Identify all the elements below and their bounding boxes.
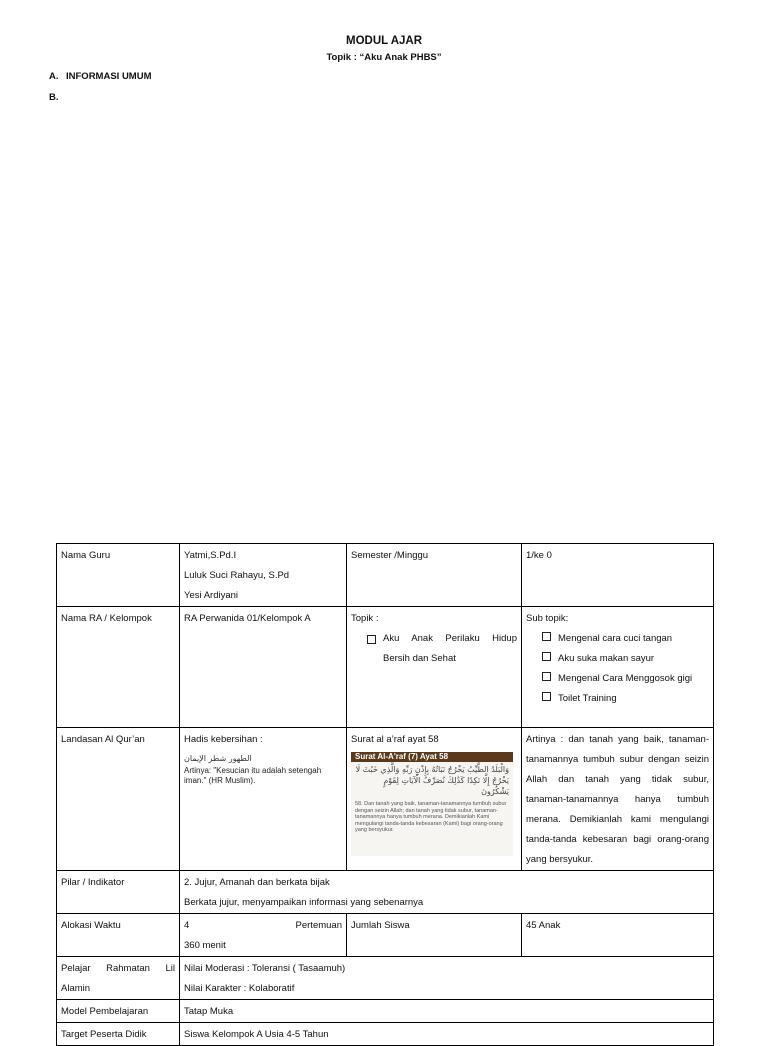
- document-title: MODUL AJAR: [345, 35, 423, 47]
- cell-model-value: [180, 1000, 714, 1023]
- value-text: Tatap Muka: [184, 1006, 234, 1017]
- surah-image-arabic: وَالْبَلَدُ الطَّيِّبُ يَخْرُجُ نَبَاتُهُ بِإِذْنِ رَبِّهِ وَالَّذِي خَبُثَ لَا يَخْرُجُ إِلَّا نَكِدًا كَذَٰلِكَ نُصَرِّفُ الْآيَاتِ لِقَوْمٍ يَشْكُرُونَ: [355, 765, 509, 796]
- table-row-ra: [57, 607, 714, 728]
- checkbox-icon: [542, 632, 551, 641]
- surah-image: [351, 752, 513, 856]
- surah-image-translation: 58. Dan tanah yang baik, tanaman-tanamannya tumbuh subur dengan seizin Allah; dan tanah yang tidak subur, tanaman-tanamannya hanya tumbuh merana. Demikianlah Kami mengulangi tanda-tanda kebesaran (Kami) bagi orang-orang yang bersyukur.: [355, 801, 507, 833]
- checkbox-icon: [367, 635, 376, 644]
- meeting-unit: Pertemuan: [295, 920, 342, 931]
- section-label: B.: [49, 92, 59, 103]
- topik-checkbox-item: [351, 629, 517, 669]
- cell-label-alokasi: [57, 914, 180, 957]
- label-text: Jumlah Siswa: [351, 920, 410, 931]
- section-label: A.: [49, 71, 59, 82]
- info-table: [56, 543, 714, 1046]
- cell-target-value: [180, 1023, 714, 1046]
- cell-subtopik: [522, 607, 714, 728]
- cell-label-model: [57, 1000, 180, 1023]
- value-text: RA Perwanida 01/Kelompok A: [184, 613, 311, 624]
- label-text: Alokasi Waktu: [61, 920, 121, 931]
- cell-label-ppr: [57, 957, 180, 1000]
- surah-image-title: Surat Al-A'raf (7) Ayat 58: [351, 752, 513, 762]
- nilai-karakter: Nilai Karakter : Kolaboratif: [184, 983, 295, 994]
- cell-hadis: [180, 728, 347, 871]
- cell-surat: [347, 728, 522, 871]
- cell-label-guru: [57, 544, 180, 607]
- label-text: Nama RA / Kelompok: [61, 613, 152, 624]
- cell-ra-value: [180, 607, 347, 728]
- hadis-translation: Artinya: "Kesucian itu adalah setengah iman." (HR Muslim).: [184, 766, 322, 785]
- subtopik-text: Mengenal Cara Menggosok gigi: [558, 673, 693, 684]
- label-text: Nama Guru: [61, 550, 111, 561]
- hadis-arabic: الطهور شطر الإيمان: [184, 754, 252, 763]
- alokasi-line: [184, 916, 342, 936]
- table-row-ppr: [57, 957, 714, 1000]
- label-text: Pelajar Rahmatan Lil Alamin: [61, 963, 175, 994]
- table-row-guru: [57, 544, 714, 607]
- cell-jumlah-label: [347, 914, 522, 957]
- teacher-name: Yatmi,S.Pd.I: [184, 550, 237, 561]
- checkbox-icon: [542, 692, 551, 701]
- nilai-moderasi: Nilai Moderasi : Toleransi ( Tasaamuh): [184, 963, 346, 974]
- section-heading-a: [49, 71, 152, 82]
- cell-label-quran: [57, 728, 180, 871]
- topik-text: Aku Anak Perilaku Hidup Bersih dan Sehat: [383, 633, 517, 664]
- value-text: Siswa Kelompok A Usia 4-5 Tahun: [184, 1029, 329, 1040]
- topik-label: Topik :: [351, 613, 379, 624]
- alokasi-minutes: 360 menit: [184, 940, 226, 951]
- section-heading-b: [49, 92, 66, 103]
- checkbox-icon: [542, 652, 551, 661]
- cell-label-ra: [57, 607, 180, 728]
- teacher-name: Yesi Ardiyani: [184, 590, 239, 601]
- cell-label-pilar: [57, 871, 180, 914]
- cell-ppr-value: [180, 957, 714, 1000]
- cell-alokasi-value: [180, 914, 347, 957]
- teacher-name: Luluk Suci Rahayu, S.Pd: [184, 570, 290, 581]
- label-text: Semester /Minggu: [351, 550, 429, 561]
- subtopik-item: [526, 629, 709, 649]
- subtopik-item: [526, 649, 709, 669]
- label-text: Landasan Al Qur’an: [61, 734, 145, 745]
- cell-jumlah-value: [522, 914, 714, 957]
- table-row-pilar: [57, 871, 714, 914]
- checkbox-icon: [542, 672, 551, 681]
- subtopik-item: [526, 689, 709, 709]
- section-title: INFORMASI UMUM: [66, 71, 152, 82]
- table-row-quran: [57, 728, 714, 871]
- label-text: Target Peserta Didik: [61, 1029, 147, 1040]
- cell-topik: [347, 607, 522, 728]
- pilar-line: 2. Jujur, Amanah dan berkata bijak: [184, 877, 330, 888]
- pilar-line: Berkata jujur, menyampaikan informasi yang sebenarnya: [184, 897, 424, 908]
- value-text: 1/ke 0: [526, 550, 552, 561]
- label-text: Pilar / Indikator: [61, 877, 125, 888]
- cell-artinya: [522, 728, 714, 871]
- document-subtitle: Topik : “Aku Anak PHBS”: [326, 52, 442, 63]
- subtopik-item: [526, 669, 709, 689]
- hadis-label: Hadis kebersihan :: [184, 734, 263, 745]
- subtopik-text: Toilet Training: [558, 693, 617, 704]
- cell-guru-names: [180, 544, 347, 607]
- artinya-text: Artinya : dan tanah yang baik, tanaman-tanamannya tumbuh subur dengan seizin Allah dan tanah yang tidak subur, tanaman-tanamannya hanya tumbuh merana. Demikianlah kami mengulangi tanda-tanda kebesaran bagi orang-orang yang bersyukur.: [526, 734, 709, 865]
- cell-label-target: [57, 1023, 180, 1046]
- subtopik-text: Aku suka makan sayur: [558, 653, 655, 664]
- subtopik-label: Sub topik:: [526, 613, 569, 624]
- cell-semester-label: [347, 544, 522, 607]
- meeting-count: 4: [184, 920, 190, 931]
- subtopik-text: Mengenal cara cuci tangan: [558, 633, 673, 644]
- table-row-target: [57, 1023, 714, 1046]
- surat-label: Surat al a’raf ayat 58: [351, 734, 439, 745]
- table-row-model: [57, 1000, 714, 1023]
- cell-semester-value: [522, 544, 714, 607]
- value-text: 45 Anak: [526, 920, 561, 931]
- table-row-alokasi: [57, 914, 714, 957]
- label-text: Model Pembelajaran: [61, 1006, 149, 1017]
- cell-pilar-value: [180, 871, 714, 914]
